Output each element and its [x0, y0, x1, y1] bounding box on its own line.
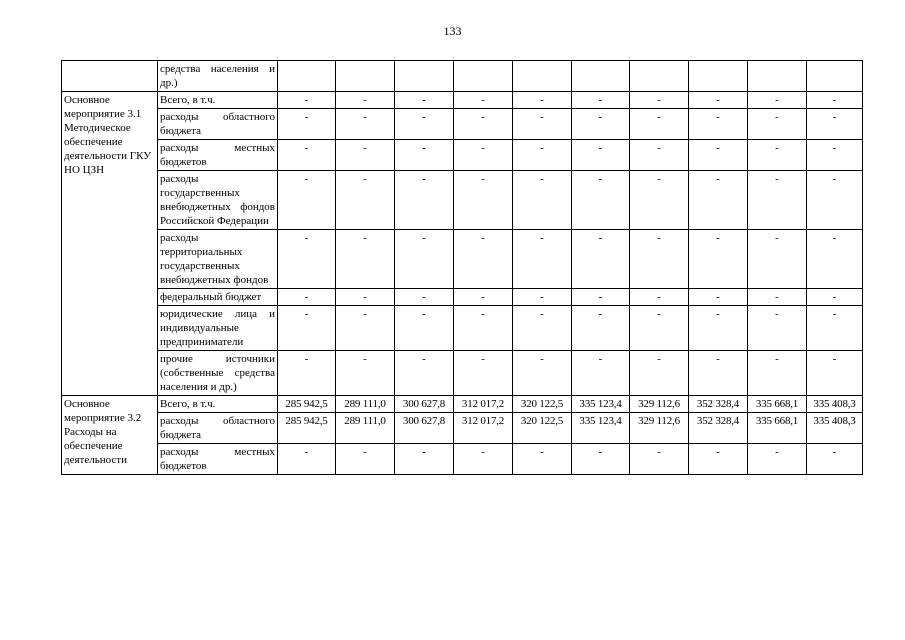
value-cell: 285 942,5: [278, 396, 336, 413]
value-cell: [689, 61, 748, 92]
value-cell: -: [689, 109, 748, 140]
value-cell: -: [689, 289, 748, 306]
value-cell: -: [395, 92, 454, 109]
value-cell: [278, 61, 336, 92]
value-cell: [807, 61, 863, 92]
value-cell: -: [630, 306, 689, 351]
value-cell: -: [454, 289, 513, 306]
value-cell: -: [336, 444, 395, 475]
value-cell: -: [278, 171, 336, 230]
value-cell: -: [689, 351, 748, 396]
value-cell: 335 123,4: [572, 396, 630, 413]
value-cell: -: [395, 444, 454, 475]
table-body: [62, 61, 863, 475]
value-cell: -: [807, 306, 863, 351]
value-cell: -: [454, 171, 513, 230]
value-cell: -: [572, 92, 630, 109]
source-cell: расходы местных бюджетов: [158, 140, 278, 171]
value-cell: 312 017,2: [454, 413, 513, 444]
table-row: [62, 230, 863, 289]
value-cell: [395, 61, 454, 92]
value-cell: 285 942,5: [278, 413, 336, 444]
value-cell: -: [748, 289, 807, 306]
source-cell: расходы областного бюджета: [158, 109, 278, 140]
table-row: [62, 413, 863, 444]
value-cell: -: [513, 140, 572, 171]
value-cell: -: [278, 289, 336, 306]
value-cell: -: [454, 140, 513, 171]
value-cell: -: [395, 171, 454, 230]
value-cell: -: [807, 444, 863, 475]
value-cell: 320 122,5: [513, 413, 572, 444]
value-cell: 352 328,4: [689, 413, 748, 444]
value-cell: 289 111,0: [336, 413, 395, 444]
value-cell: -: [748, 444, 807, 475]
value-cell: -: [454, 444, 513, 475]
value-cell: -: [513, 230, 572, 289]
page-number: 133: [443, 24, 462, 38]
value-cell: -: [513, 306, 572, 351]
value-cell: -: [807, 351, 863, 396]
value-cell: -: [278, 140, 336, 171]
value-cell: 300 627,8: [395, 413, 454, 444]
source-cell: расходы областного бюджета: [158, 413, 278, 444]
value-cell: [454, 61, 513, 92]
source-cell: федеральный бюджет: [158, 289, 278, 306]
value-cell: -: [395, 109, 454, 140]
value-cell: [513, 61, 572, 92]
table-row: [62, 92, 863, 109]
value-cell: -: [748, 230, 807, 289]
table-row: [62, 351, 863, 396]
value-cell: -: [336, 140, 395, 171]
value-cell: 320 122,5: [513, 396, 572, 413]
value-cell: -: [689, 230, 748, 289]
value-cell: [336, 61, 395, 92]
value-cell: 329 112,6: [630, 413, 689, 444]
value-cell: -: [630, 109, 689, 140]
value-cell: -: [748, 351, 807, 396]
value-cell: -: [807, 171, 863, 230]
measure-title-cell: Основное мероприятие 3.1 Методическое обеспечение деятельности ГКУ НО ЦЗН: [62, 92, 158, 396]
value-cell: [748, 61, 807, 92]
value-cell: -: [748, 171, 807, 230]
value-cell: -: [278, 444, 336, 475]
value-cell: -: [807, 109, 863, 140]
value-cell: -: [630, 351, 689, 396]
table-row: [62, 171, 863, 230]
value-cell: -: [572, 306, 630, 351]
value-cell: -: [689, 140, 748, 171]
value-cell: -: [395, 289, 454, 306]
value-cell: -: [689, 171, 748, 230]
value-cell: 335 408,3: [807, 396, 863, 413]
table-row: [62, 396, 863, 413]
value-cell: -: [454, 351, 513, 396]
source-cell: Всего, в т.ч.: [158, 396, 278, 413]
table-row: [62, 289, 863, 306]
value-cell: 335 123,4: [572, 413, 630, 444]
funding-table: [61, 60, 863, 475]
value-cell: 312 017,2: [454, 396, 513, 413]
value-cell: -: [630, 171, 689, 230]
value-cell: -: [454, 92, 513, 109]
value-cell: -: [748, 140, 807, 171]
value-cell: -: [513, 109, 572, 140]
source-cell: расходы государственных внебюджетных фондов Российской Федерации: [158, 171, 278, 230]
value-cell: -: [278, 109, 336, 140]
value-cell: -: [336, 351, 395, 396]
table-row: [62, 140, 863, 171]
value-cell: 335 668,1: [748, 396, 807, 413]
value-cell: -: [807, 289, 863, 306]
value-cell: -: [513, 444, 572, 475]
source-cell: прочие источники (собственные средства населения и др.): [158, 351, 278, 396]
value-cell: -: [395, 306, 454, 351]
value-cell: -: [572, 230, 630, 289]
source-cell: юридические лица и индивидуальные предприниматели: [158, 306, 278, 351]
value-cell: 352 328,4: [689, 396, 748, 413]
source-cell: средства населения и др.): [158, 61, 278, 92]
value-cell: -: [454, 306, 513, 351]
value-cell: 329 112,6: [630, 396, 689, 413]
source-cell: Всего, в т.ч.: [158, 92, 278, 109]
table-row: [62, 444, 863, 475]
value-cell: -: [513, 289, 572, 306]
value-cell: -: [278, 230, 336, 289]
table-row: [62, 306, 863, 351]
value-cell: 300 627,8: [395, 396, 454, 413]
value-cell: -: [454, 109, 513, 140]
measure-cell: [62, 61, 158, 92]
value-cell: -: [336, 289, 395, 306]
table-row: [62, 109, 863, 140]
value-cell: -: [454, 230, 513, 289]
value-cell: -: [572, 444, 630, 475]
value-cell: -: [807, 230, 863, 289]
value-cell: 289 111,0: [336, 396, 395, 413]
value-cell: -: [689, 444, 748, 475]
value-cell: -: [513, 171, 572, 230]
value-cell: -: [807, 92, 863, 109]
value-cell: -: [748, 92, 807, 109]
value-cell: -: [630, 92, 689, 109]
value-cell: -: [336, 306, 395, 351]
source-cell: расходы территориальных государственных внебюджетных фондов: [158, 230, 278, 289]
value-cell: -: [572, 109, 630, 140]
value-cell: -: [689, 92, 748, 109]
value-cell: -: [572, 351, 630, 396]
value-cell: 335 408,3: [807, 413, 863, 444]
value-cell: -: [336, 171, 395, 230]
value-cell: -: [630, 289, 689, 306]
value-cell: -: [630, 140, 689, 171]
value-cell: -: [630, 230, 689, 289]
value-cell: -: [572, 289, 630, 306]
value-cell: -: [689, 306, 748, 351]
measure-title-cell: Основное мероприятие 3.2 Расходы на обеспечение деятельности: [62, 396, 158, 475]
value-cell: 335 668,1: [748, 413, 807, 444]
value-cell: -: [572, 171, 630, 230]
value-cell: -: [748, 306, 807, 351]
value-cell: -: [278, 306, 336, 351]
value-cell: -: [807, 140, 863, 171]
value-cell: -: [336, 109, 395, 140]
value-cell: [630, 61, 689, 92]
value-cell: -: [278, 92, 336, 109]
value-cell: -: [630, 444, 689, 475]
value-cell: -: [336, 230, 395, 289]
value-cell: -: [278, 351, 336, 396]
value-cell: -: [336, 92, 395, 109]
value-cell: -: [395, 230, 454, 289]
value-cell: [572, 61, 630, 92]
value-cell: -: [395, 351, 454, 396]
value-cell: -: [748, 109, 807, 140]
value-cell: -: [513, 351, 572, 396]
value-cell: -: [395, 140, 454, 171]
source-cell: расходы местных бюджетов: [158, 444, 278, 475]
value-cell: -: [513, 92, 572, 109]
value-cell: -: [572, 140, 630, 171]
table-row: [62, 61, 863, 92]
